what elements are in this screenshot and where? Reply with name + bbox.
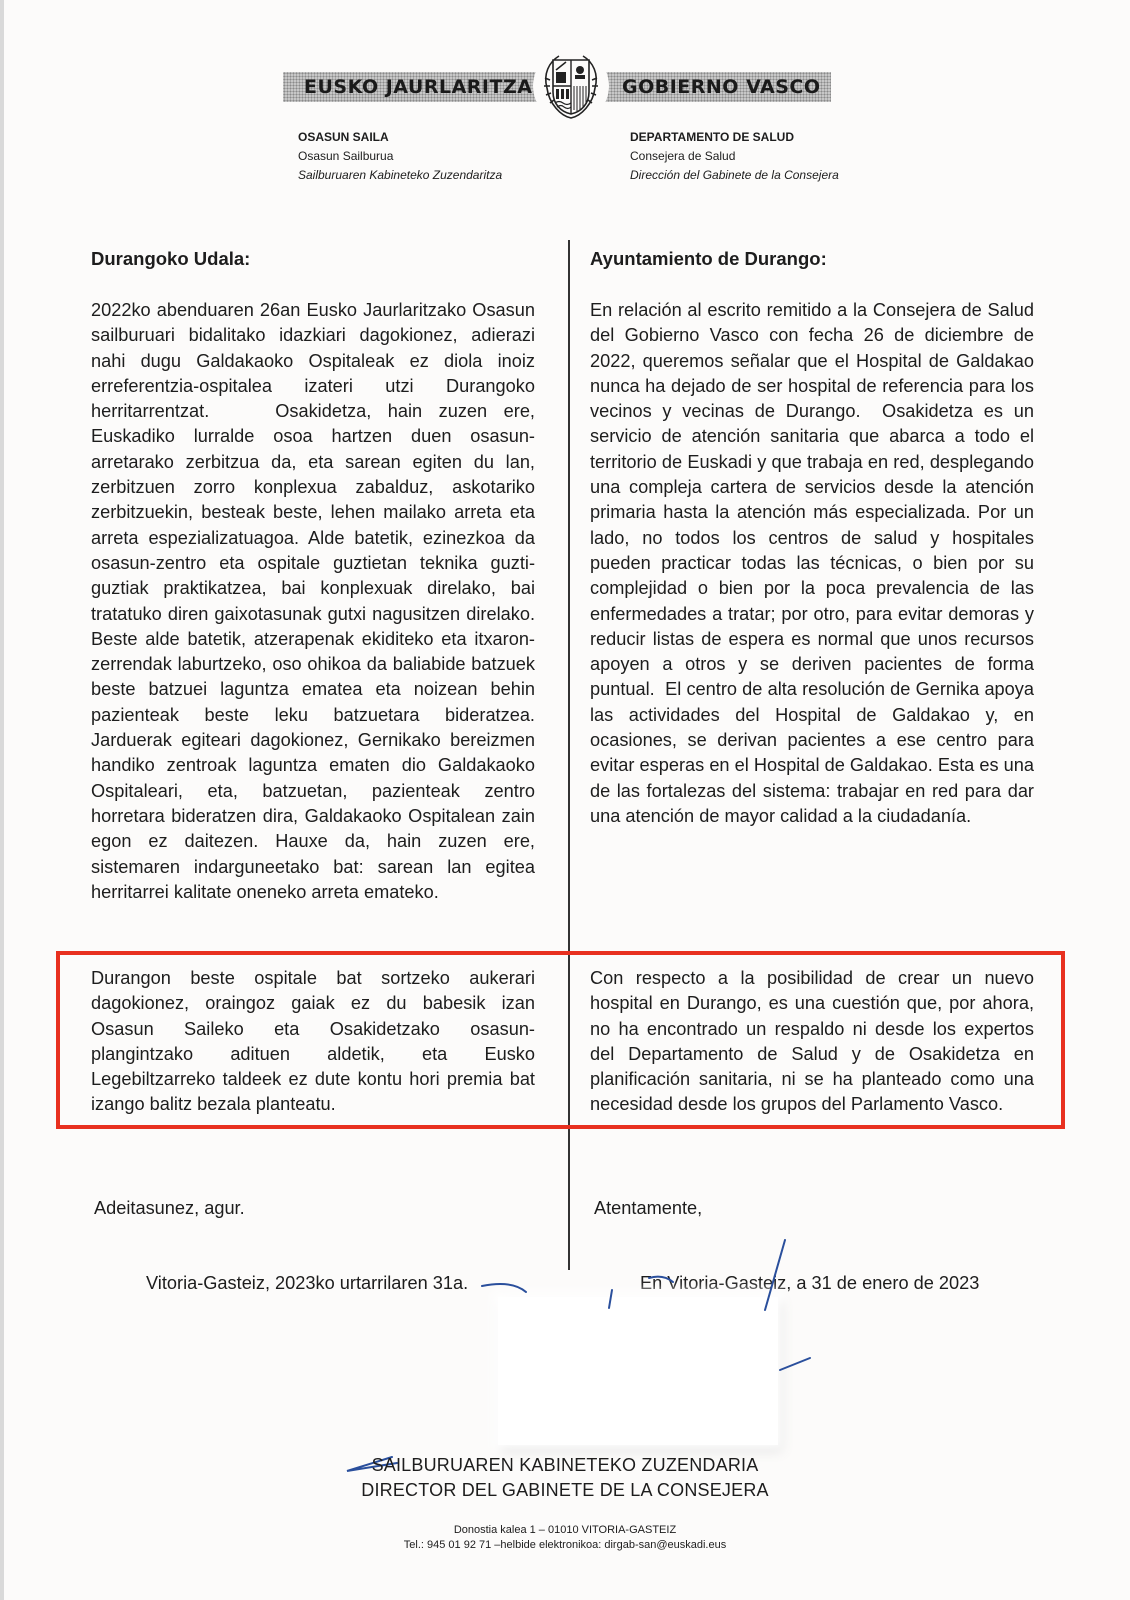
department-name-es: DEPARTAMENTO DE SALUD bbox=[630, 130, 795, 144]
department-sub1-eu: Osasun Sailburua bbox=[298, 149, 394, 163]
redacted-signature-area bbox=[498, 1297, 778, 1445]
date-eu: Vitoria-Gasteiz, 2023ko urtarrilaren 31a. bbox=[146, 1273, 469, 1293]
closing-eu: Adeitasunez, agur. bbox=[94, 1198, 245, 1218]
paragraph-eu-1: 2022ko abenduaren 26an Eusko Jaurlaritzako Osasun sailburuari bidalitako idazkiari dagokionez, adierazi nahi dugu Galdakaoko Ospitaleak ez diola inoiz erreferentzia-ospitalea izateri utzi Durangoko herritarrentzat. Osakidetza, hain zuzen ere, Euskadiko lurralde osoa hartzen duen osasun-arretarako zerbitzua da, eta sarean egiten du lan, zerbitzuen zorro konplexua zabalduz, askotariko zerbitzuekin, besteak beste, lehen mailako arreta eta arreta espezializatuagoa. Alde batetik, ezinezkoa da osasun-zentro eta ospitale guztietan teknika guzti-guztiak praktikatzea, bai konplexuak direlako, bai tratatuko diren gaixotasunak gutxi nagusitzen direlako. Beste alde batetik, atzerapenak ekiditeko eta itxaron-zerrendak laburtzeko, oso ohikoa da baliabide batzuek beste batzuei laguntza ematea eta noizean behin pazienteak beste leku batzuetara bideratzea. Jarduerak egiteari dagokionez, Gernikako bereizmen handiko zentroak laguntza ematen dio Galdakaoko Ospitaleari, eta, batzuetan, pazienteak zentro horretara bideratzen dira, Galdakaoko Ospitalean zain egon ez daitezen. Hauxe da, hain zuzen ere, sistemaren indarguneetako bat: sarean lan egitea herritarrei kalitate oneneko arreta emateko. bbox=[91, 300, 556, 902]
closing-es: Atentamente, bbox=[594, 1198, 703, 1218]
paragraph-es-1: En relación al escrito remitido a la Consejera de Salud del Gobierno Vasco con fecha 26 de diciembre de 2022, queremos señalar que el Hospital de Galdakao nunca ha dejado de ser hospital de referencia para los vecinos y vecinas de Durango. Osakidetza es un servicio de atención sanitaria que abarca a todo el territorio de Euskadi y que trabaja en red, desplegando una compleja cartera de servicios desde la atención primaria hasta la atención más especializada. Por un lado, no todos los centros de salud y hospitales pueden practicar todas las técnicas, o bien por su complejidad o bien por la poca prevalencia de las enfermedades a tratar; por otro, para evitar demoras y reducir listas de espera es normal que unos recursos apoyen a otros y se deriven pacientes de forma puntual. El centro de alta resolución de Gernika apoya las actividades del Hospital de Galdakao y, en ocasiones, se derivan pacientes a ese centro para evitar esperas en el Hospital de Galdakao. Esta es una de las fortalezas del sistema: trabajar en red para dar una atención de mayor calidad a la ciudadanía. bbox=[590, 300, 1040, 826]
department-eu bbox=[298, 128, 502, 185]
brand-es: GOBIERNO VASCO bbox=[622, 76, 821, 98]
coat-of-arms-icon bbox=[533, 48, 609, 124]
department-sub1-es: Consejera de Salud bbox=[630, 149, 736, 163]
signer-title-es: DIRECTOR DEL GABINETE DE LA CONSEJERA bbox=[361, 1480, 769, 1500]
footer-contact: Tel.: 945 01 92 71 –helbide elektronikoa: dirgab-san@euskadi.eus bbox=[403, 1539, 727, 1551]
paragraph-eu-2: Durangon beste ospitale bat sortzeko aukerari dagokionez, oraingoz gaiak ez du babesik izan Osasun Saileko eta Osakidetzako osasun-plangintzako adituen aldetik, eta Eusko Legebiltzarreko taldeek ez dute kontu hori premia bat izango balitz bezala planteatu. bbox=[91, 968, 535, 1115]
department-es bbox=[630, 128, 839, 185]
salutation-es: Ayuntamiento de Durango: bbox=[590, 248, 827, 269]
brand-eu: EUSKO JAURLARITZA bbox=[304, 76, 533, 98]
date-es: En Vitoria-Gasteiz, a 31 de enero de 2023 bbox=[640, 1273, 980, 1293]
department-sub2-eu: Sailburuaren Kabineteko Zuzendaritza bbox=[298, 168, 503, 182]
department-name-eu: OSASUN SAILA bbox=[298, 130, 389, 144]
salutation-eu: Durangoko Udala: bbox=[91, 248, 251, 269]
footer-address: Donostia kalea 1 – 01010 VITORIA-GASTEIZ bbox=[453, 1524, 677, 1536]
scan-edge bbox=[0, 0, 4, 1600]
department-sub2-es: Dirección del Gabinete de la Consejera bbox=[630, 168, 839, 182]
signer-title-eu: SAILBURUAREN KABINETEKO ZUZENDARIA bbox=[371, 1455, 759, 1475]
paragraph-es-2: Con respecto a la posibilidad de crear un nuevo hospital en Durango, es una cuestión que, por ahora, no ha encontrado un respaldo ni desde los expertos del Departamento de Salud y de Osakidetza en planificación sanitaria, ni se ha planteado como una necesidad desde los grupos del Parlamento Vasco. bbox=[590, 968, 1034, 1115]
